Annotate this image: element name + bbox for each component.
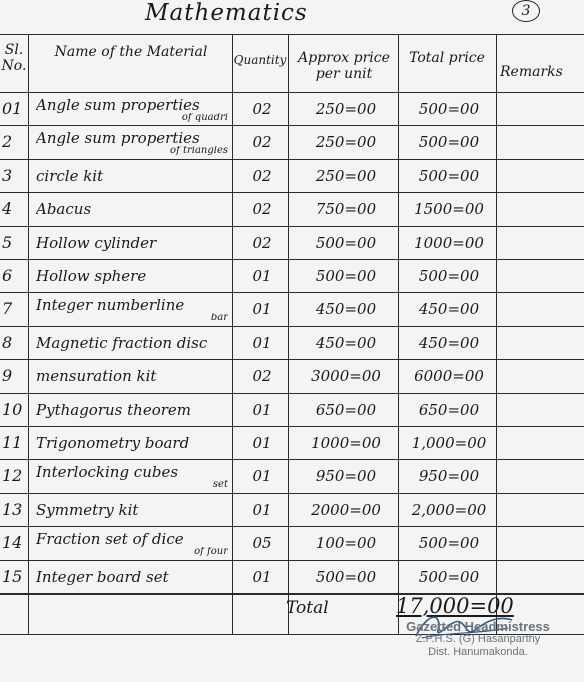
row-price-per-unit: 2000=00 — [311, 500, 381, 519]
row-quantity: 01 — [252, 267, 272, 285]
row-sl-no: 2 — [2, 133, 13, 152]
row-sl-no: 6 — [2, 267, 13, 285]
row-material-name: mensuration kit — [36, 367, 157, 386]
row-sl-no: 01 — [2, 100, 23, 118]
row-divider — [0, 560, 584, 561]
row-quantity: 01 — [252, 434, 272, 452]
row-total-price: 950=00 — [418, 467, 480, 486]
row-divider — [0, 393, 584, 394]
row-divider — [0, 292, 584, 293]
row-price-per-unit: 500=00 — [315, 267, 377, 285]
row-price-per-unit: 100=00 — [315, 534, 377, 553]
row-material-name-note: of four — [194, 547, 228, 558]
row-total-price: 1,000=00 — [411, 434, 487, 452]
row-price-per-unit: 1000=00 — [311, 434, 381, 452]
row-total-price: 6000=00 — [414, 367, 484, 386]
row-price-per-unit: 450=00 — [315, 333, 377, 352]
row-divider — [0, 359, 584, 360]
stamp-school: Z.P.H.S. (G) Hasanparthy — [415, 633, 541, 645]
row-price-per-unit: 250=00 — [315, 100, 377, 118]
row-divider — [0, 192, 584, 193]
row-quantity: 02 — [252, 100, 272, 118]
row-material-name-note: set — [212, 480, 228, 491]
row-quantity: 05 — [252, 534, 272, 553]
row-material-name: Symmetry kit — [36, 500, 139, 519]
row-quantity: 01 — [252, 400, 272, 419]
column-divider — [288, 34, 289, 634]
row-divider — [0, 226, 584, 227]
header-total-price: Total price — [409, 50, 485, 66]
row-material-name: Integer board set — [36, 567, 169, 586]
header-material-name: Name of the Material — [54, 44, 208, 60]
row-material-name: Fraction set of dice — [36, 530, 184, 549]
column-divider — [232, 34, 233, 634]
row-material-name: Trigonometry board — [36, 434, 190, 452]
row-price-per-unit: 500=00 — [315, 567, 377, 586]
row-price-per-unit: 500=00 — [315, 233, 377, 252]
row-sl-no: 9 — [2, 367, 13, 386]
column-divider — [398, 34, 399, 634]
official-stamp — [372, 620, 584, 682]
row-total-price: 450=00 — [418, 333, 480, 352]
header-quantity: Quantity — [233, 53, 287, 67]
row-quantity: 02 — [252, 166, 272, 185]
row-material-name-note: of triangles — [170, 146, 228, 157]
row-total-price: 2,000=00 — [411, 500, 487, 519]
row-material-name: Angle sum properties — [36, 129, 200, 148]
row-price-per-unit: 950=00 — [315, 467, 377, 486]
row-total-price: 500=00 — [418, 100, 480, 118]
row-quantity: 01 — [252, 467, 272, 486]
row-total-price: 500=00 — [418, 166, 480, 185]
row-total-price: 650=00 — [418, 400, 480, 419]
row-divider — [0, 125, 584, 126]
row-quantity: 02 — [252, 133, 272, 152]
row-sl-no: 14 — [2, 534, 23, 553]
row-material-name: Hollow cylinder — [36, 233, 157, 252]
header-remarks: Remarks — [500, 64, 563, 80]
row-sl-no: 3 — [2, 166, 13, 185]
row-material-name: Abacus — [36, 200, 92, 219]
row-material-name: circle kit — [36, 166, 104, 185]
row-quantity: 01 — [252, 333, 272, 352]
row-quantity: 01 — [252, 500, 272, 519]
row-material-name: Hollow sphere — [36, 267, 147, 285]
row-quantity: 02 — [252, 233, 272, 252]
row-total-price: 500=00 — [418, 133, 480, 152]
page-title: Mathematics — [145, 0, 308, 26]
row-sl-no: 7 — [2, 300, 13, 319]
row-price-per-unit: 3000=00 — [311, 367, 381, 386]
row-total-price: 500=00 — [418, 534, 480, 553]
stamp-designation: Gazetted Headmistress — [406, 619, 550, 634]
row-price-per-unit: 750=00 — [315, 200, 377, 219]
row-sl-no: 13 — [2, 500, 23, 519]
header-price-per-unit: Approx price per unit — [298, 50, 390, 82]
row-sl-no: 4 — [2, 200, 13, 219]
row-divider — [0, 493, 584, 494]
row-sl-no: 10 — [2, 400, 23, 419]
grand-total: 17,000=00 — [396, 594, 514, 618]
row-sl-no: 12 — [2, 467, 23, 486]
row-divider — [0, 326, 584, 327]
row-price-per-unit: 250=00 — [315, 133, 377, 152]
row-price-per-unit: 650=00 — [315, 400, 377, 419]
stamp-district: Dist. Hanumakonda. — [428, 646, 528, 658]
row-material-name: Integer numberline — [36, 296, 185, 315]
row-sl-no: 11 — [2, 434, 23, 452]
row-material-name: Magnetic fraction disc — [36, 333, 208, 352]
row-material-name-note: of quadri — [181, 113, 228, 123]
row-sl-no: 8 — [2, 333, 13, 352]
header-sl-no: Sl. No. — [1, 42, 27, 74]
row-sl-no: 15 — [2, 567, 23, 586]
row-quantity: 01 — [252, 300, 272, 319]
row-material-name-note: bar — [210, 313, 228, 324]
row-total-price: 500=00 — [418, 267, 480, 285]
row-sl-no: 5 — [2, 233, 13, 252]
column-divider — [496, 34, 497, 634]
row-divider — [0, 459, 584, 460]
column-divider — [28, 34, 29, 634]
row-material-name: Interlocking cubes — [36, 463, 179, 482]
row-divider — [0, 259, 584, 260]
row-quantity: 02 — [252, 200, 272, 219]
page-number: 3 — [512, 0, 540, 22]
row-total-price: 1500=00 — [414, 200, 484, 219]
row-divider — [0, 426, 584, 427]
row-material-name: Angle sum properties — [36, 96, 200, 114]
row-total-price: 1000=00 — [414, 233, 484, 252]
row-quantity: 01 — [252, 567, 272, 586]
row-price-per-unit: 250=00 — [315, 166, 377, 185]
total-label: Total — [286, 598, 329, 618]
row-price-per-unit: 450=00 — [315, 300, 377, 319]
row-total-price: 500=00 — [418, 567, 480, 586]
row-total-price: 450=00 — [418, 300, 480, 319]
row-quantity: 02 — [252, 367, 272, 386]
row-material-name: Pythagorus theorem — [36, 400, 191, 419]
row-divider — [0, 159, 584, 160]
row-divider — [0, 526, 584, 527]
